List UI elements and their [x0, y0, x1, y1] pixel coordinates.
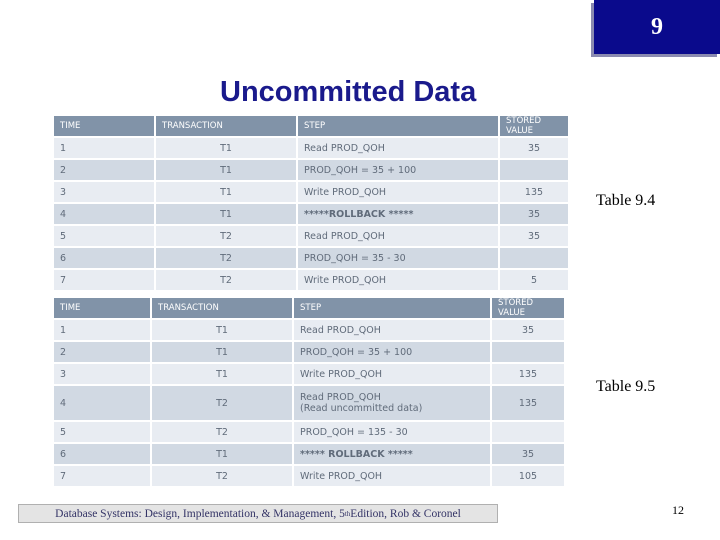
cell-transaction: T1	[156, 138, 296, 158]
cell-transaction: T1	[156, 160, 296, 180]
slide-title: Uncommitted Data	[220, 76, 477, 108]
table-row	[54, 226, 568, 246]
table-row	[54, 160, 568, 180]
table-row	[54, 182, 568, 202]
cell-stored-value: 135	[492, 386, 564, 420]
table-row	[54, 138, 568, 158]
step-text: Read PROD_QOH	[300, 392, 381, 403]
cell-stored-value: 35	[492, 320, 564, 340]
cell-step	[294, 320, 490, 340]
cell-transaction: T2	[152, 466, 292, 486]
cell-step: PROD_QOH = 35 - 30	[298, 248, 498, 268]
table-row	[54, 386, 564, 420]
step-text: Read PROD_QOH	[300, 324, 381, 336]
page-number: 12	[672, 503, 684, 517]
step-text: PROD_QOH = 135 - 30	[300, 426, 408, 438]
cell-stored-value	[500, 248, 568, 268]
table-row	[54, 320, 564, 340]
cell-step	[294, 466, 490, 486]
cell-step: Write PROD_QOH	[298, 270, 498, 290]
cell-time: 3	[54, 364, 150, 384]
cell-transaction: T2	[152, 386, 292, 420]
cell-time: 7	[54, 270, 154, 290]
table-9-5-caption: Table 9.5	[596, 378, 656, 395]
table-row	[54, 270, 568, 290]
cell-time: 4	[54, 204, 154, 224]
cell-time: 5	[54, 226, 154, 246]
table-9-4-caption: Table 9.4	[596, 192, 656, 209]
cell-stored-value: 35	[500, 204, 568, 224]
cell-stored-value: 135	[500, 182, 568, 202]
step-text: PROD_QOH = 35 + 100	[300, 346, 413, 358]
cell-time: 7	[54, 466, 150, 486]
cell-stored-value	[492, 422, 564, 442]
chapter-number: 9	[651, 13, 663, 40]
cell-step: PROD_QOH = 35 + 100	[298, 160, 498, 180]
header-step: STEP	[298, 116, 498, 136]
table-row	[54, 364, 564, 384]
cell-step: Write PROD_QOH	[298, 182, 498, 202]
step-text: ***** ROLLBACK *****	[300, 448, 413, 460]
header-transaction: TRANSACTION	[156, 116, 296, 136]
step-text: Write PROD_QOH	[300, 368, 383, 380]
cell-step	[294, 444, 490, 464]
cell-transaction: T2	[156, 270, 296, 290]
cell-step	[294, 342, 490, 362]
footer-citation	[18, 504, 498, 523]
footer-superscript: th	[344, 509, 351, 518]
cell-transaction: T1	[152, 364, 292, 384]
cell-step: Read PROD_QOH	[298, 138, 498, 158]
table-9-4	[52, 114, 570, 292]
cell-step: Read PROD_QOH	[298, 226, 498, 246]
cell-transaction: T2	[152, 422, 292, 442]
cell-transaction: T1	[152, 320, 292, 340]
header-time: TIME	[54, 116, 154, 136]
header-time: TIME	[54, 298, 150, 318]
table-9-5	[52, 296, 566, 488]
cell-transaction: T2	[156, 226, 296, 246]
cell-stored-value: 105	[492, 466, 564, 486]
table-header-row	[54, 298, 564, 318]
cell-time: 3	[54, 182, 154, 202]
cell-transaction: T1	[156, 204, 296, 224]
cell-step	[294, 364, 490, 384]
cell-stored-value: 135	[492, 364, 564, 384]
table-row	[54, 342, 564, 362]
table-row	[54, 466, 564, 486]
step-note: (Read uncommitted data)	[300, 403, 423, 414]
cell-time: 2	[54, 342, 150, 362]
cell-stored-value: 5	[500, 270, 568, 290]
cell-transaction: T1	[152, 444, 292, 464]
cell-stored-value: 35	[500, 226, 568, 246]
cell-step	[294, 422, 490, 442]
cell-step: *****ROLLBACK *****	[298, 204, 498, 224]
cell-stored-value: 35	[500, 138, 568, 158]
step-text: Write PROD_QOH	[300, 470, 383, 482]
cell-time: 1	[54, 138, 154, 158]
cell-step	[294, 386, 490, 420]
cell-time: 5	[54, 422, 150, 442]
table-row	[54, 444, 564, 464]
header-stored-value: STORED VALUE	[500, 116, 568, 136]
table-row	[54, 204, 568, 224]
chapter-badge	[594, 0, 720, 54]
header-stored-value: STORED VALUE	[492, 298, 564, 318]
cell-time: 6	[54, 248, 154, 268]
table-row	[54, 248, 568, 268]
table-row	[54, 422, 564, 442]
table-header-row	[54, 116, 568, 136]
header-transaction: TRANSACTION	[152, 298, 292, 318]
footer-text-end: Edition, Rob & Coronel	[350, 507, 461, 520]
cell-stored-value: 35	[492, 444, 564, 464]
cell-time: 1	[54, 320, 150, 340]
footer-text: Database Systems: Design, Implementation, & Management, 5	[55, 507, 345, 520]
cell-transaction: T1	[156, 182, 296, 202]
cell-transaction: T1	[152, 342, 292, 362]
cell-transaction: T2	[156, 248, 296, 268]
cell-time: 4	[54, 386, 150, 420]
cell-time: 2	[54, 160, 154, 180]
cell-stored-value	[500, 160, 568, 180]
header-step: STEP	[294, 298, 490, 318]
cell-time: 6	[54, 444, 150, 464]
cell-stored-value	[492, 342, 564, 362]
